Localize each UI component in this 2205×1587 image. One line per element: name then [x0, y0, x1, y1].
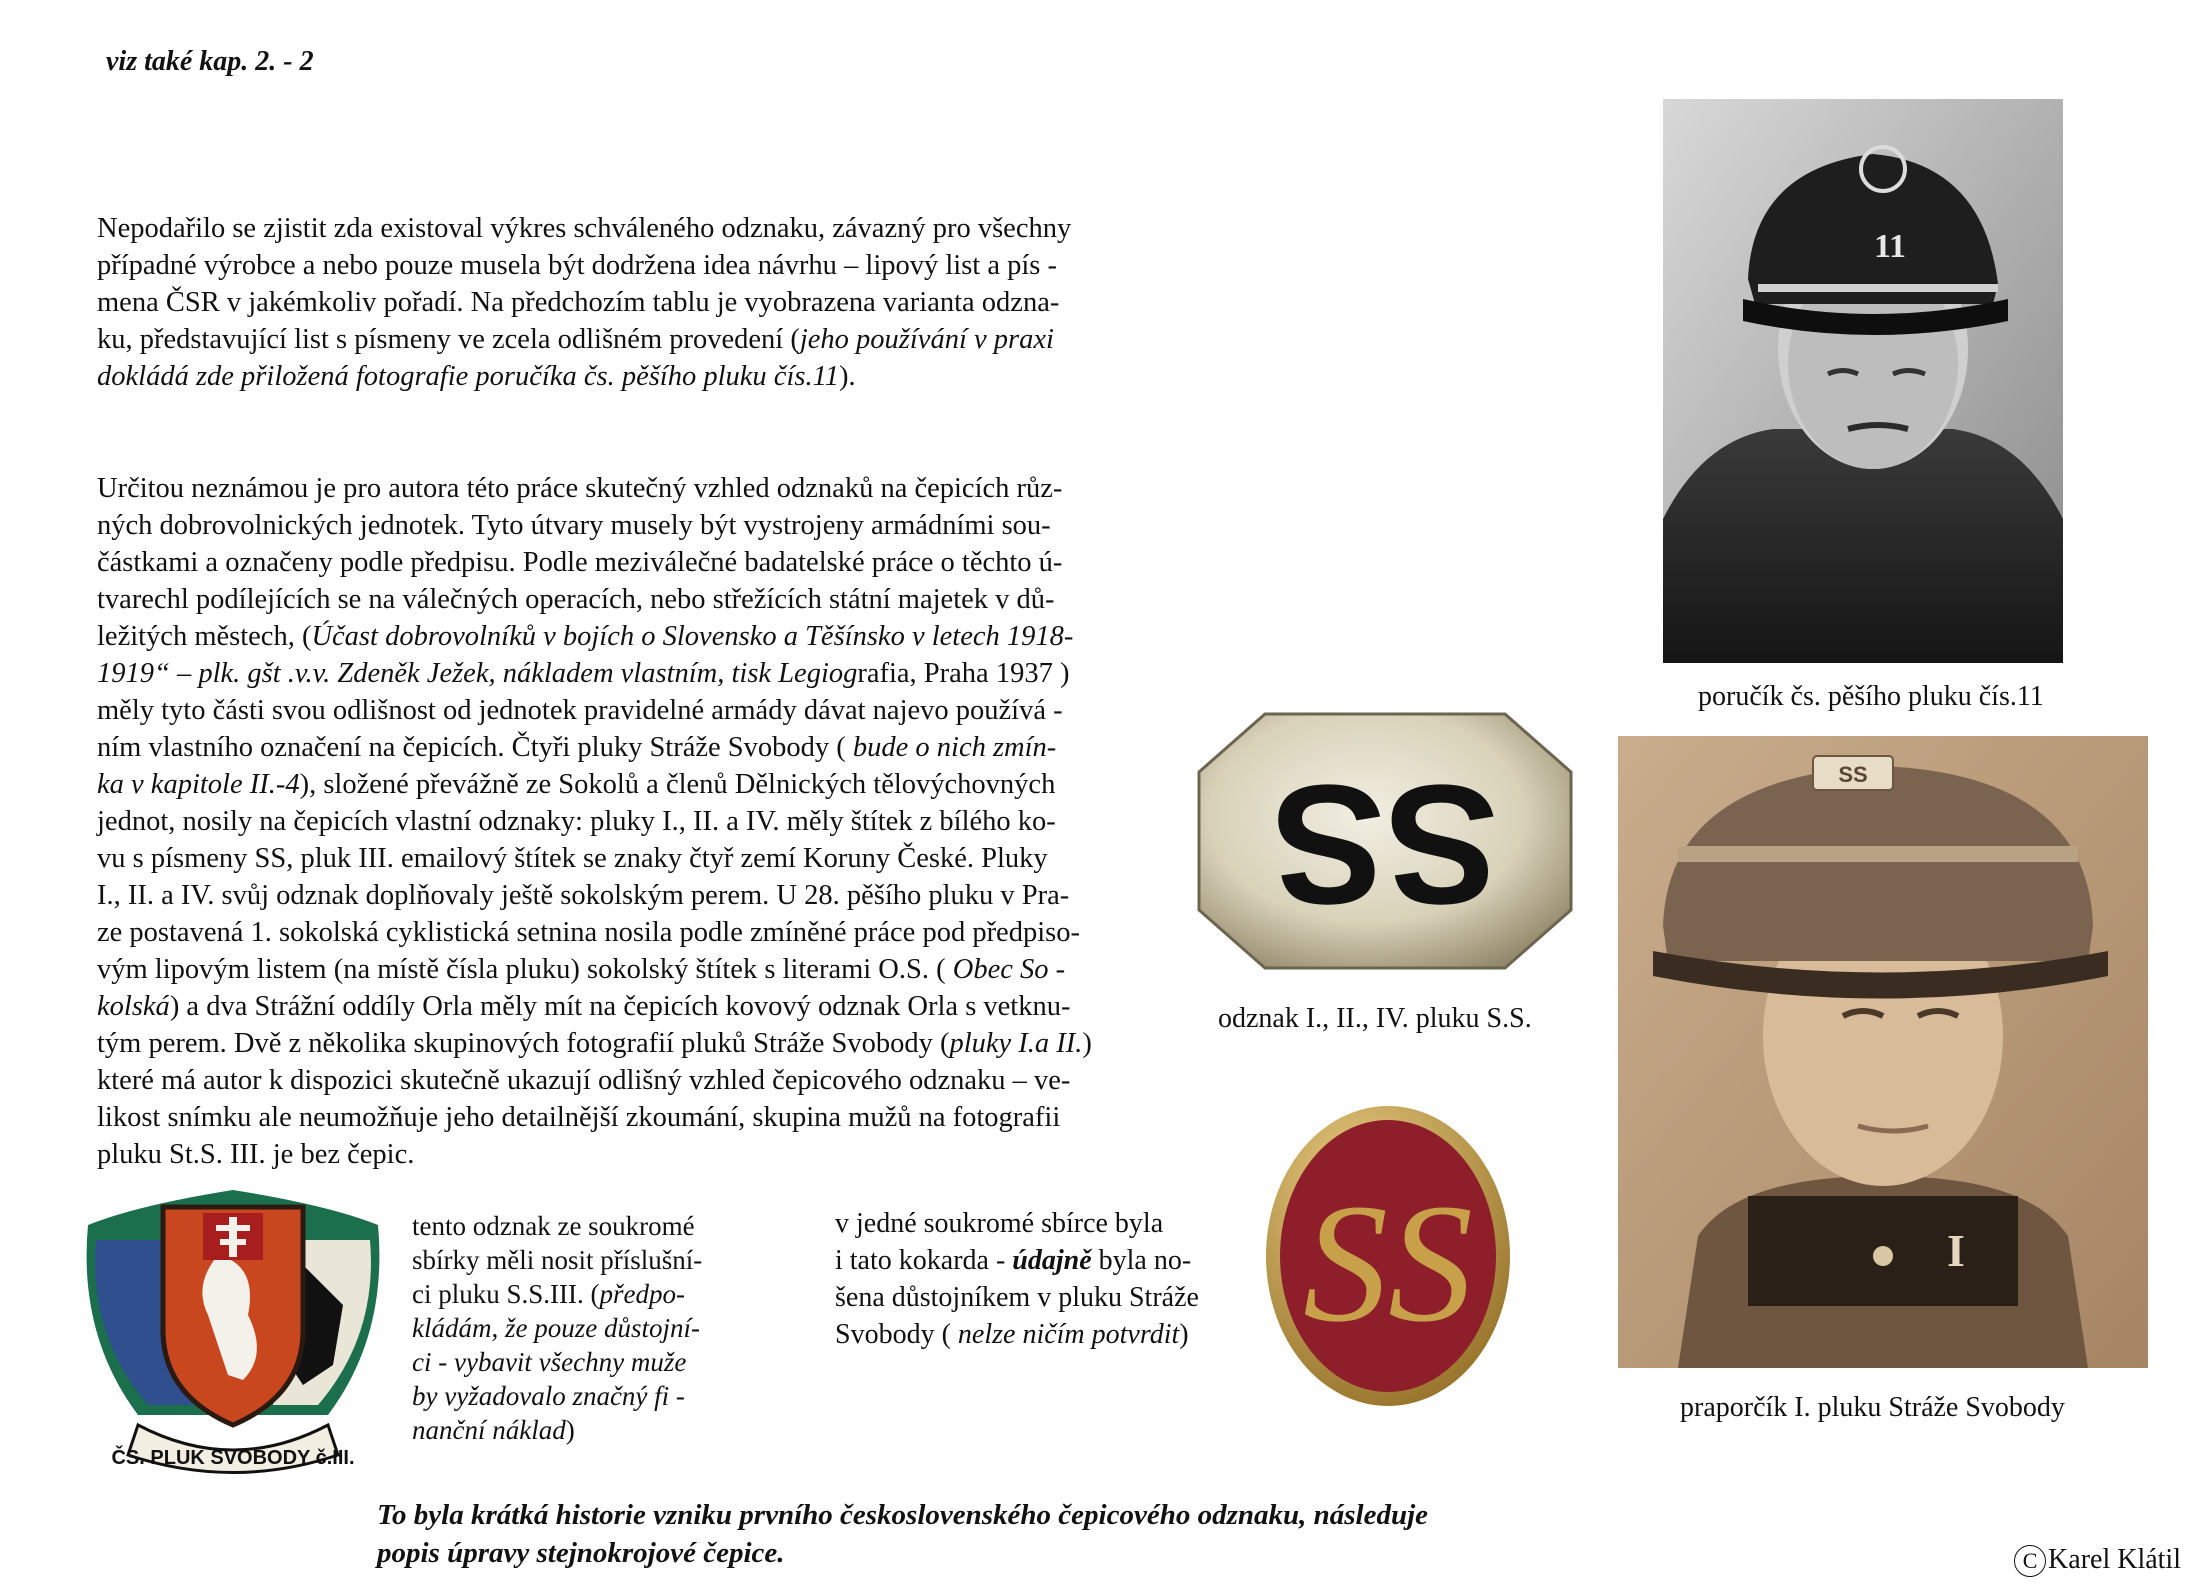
paragraph-line: tvarechl podílejících se na válečných operacích, nebo střežících státní majetek v dů- — [97, 584, 1055, 615]
text-run: ) — [1082, 1028, 1092, 1059]
text-run: i tato kokarda - — [835, 1245, 1013, 1276]
copyright-icon: C — [2014, 1545, 2046, 1577]
lieutenant-photo-drawing — [1663, 99, 2063, 663]
italic-run: dokládá zde přiložená fotografie poručíka čs. pěšího pluku čís.11 — [97, 361, 839, 392]
italic-run: jeho používání v praxi — [799, 324, 1054, 355]
shield-badge-drawing — [68, 1185, 398, 1477]
note-line — [412, 1413, 702, 1447]
paragraph-line: mena ČSR v jakémkoliv pořadí. Na předchozím tablu je vyobrazena varianta odzna- — [97, 287, 1060, 318]
italic-run: bude o nich zmín- — [852, 732, 1057, 763]
text-run: Svobody ( — [835, 1319, 958, 1350]
italic-run: pluky I.a II. — [949, 1028, 1083, 1059]
paragraph-line: pluku St.S. III. je bez čepic. — [97, 1139, 415, 1170]
paragraph-line — [97, 618, 1172, 655]
caption-lieutenant: poručík čs. pěšího pluku čís.11 — [1698, 681, 2044, 712]
cockade-note — [835, 1205, 1199, 1353]
shield-badge-image — [68, 1185, 398, 1477]
main-paragraph — [97, 470, 1172, 1173]
paragraph-line: ných dobrovolnických jednotek. Tyto útvary musely být vystrojeny armádními sou- — [97, 510, 1051, 541]
italic-run: předpo- — [599, 1279, 685, 1309]
closing-line: popis úpravy stejnokrojové čepice. — [377, 1537, 785, 1569]
text-run: rafia, Praha 1937 ) — [857, 658, 1070, 689]
paragraph-line — [97, 729, 1172, 766]
italic-run: kolská — [97, 991, 170, 1022]
text-run: ) — [1179, 1319, 1189, 1350]
paragraph-line: likost snímku ale neumožňuje jeho detailnější zkoumání, skupina mužů na fotografii — [97, 1102, 1061, 1133]
author-name: Karel Klátil — [2048, 1544, 2181, 1575]
paragraph-line: měly tyto části svou odlišnost od jednotek pravidelné armády dávat najevo používá - — [97, 695, 1063, 726]
italic-run: Účast dobrovolníků v bojích o Slovensko a Těšínsko v letech 1918- — [311, 621, 1074, 652]
paragraph-line: případné výrobce a nebo pouze musela být dodržena idea návrhu – lipový list a pís - — [97, 250, 1057, 281]
paragraph-line: vu s písmeny SS, pluk III. emailový štítek se znaky čtyř zemí Koruny České. Pluky — [97, 843, 1048, 874]
text-run: tým perem. Dvě z několika skupinových fotografií pluků Stráže Svobody ( — [97, 1028, 950, 1059]
ss-letters: SS — [1271, 749, 1499, 939]
paragraph-line: Určitou neznámou je pro autora této práce skutečný vzhled odznaků na čepicích růz- — [97, 473, 1063, 504]
note-line: sbírky měli nosit příslušní- — [412, 1245, 703, 1275]
note-line: tento odznak ze soukromé — [412, 1211, 695, 1241]
note-line: kládám, že pouze důstojní- — [412, 1313, 700, 1343]
ensign-photo — [1618, 736, 2148, 1368]
paragraph-line — [97, 951, 1172, 988]
ensign-photo-drawing — [1618, 736, 2148, 1368]
paragraph-line: které má autor k dispozici skutečně ukazují odlišný vzhled čepicového odznaku – ve- — [97, 1065, 1071, 1096]
note-line — [835, 1316, 1199, 1353]
paragraph-line: částkami a označeny podle předpisu. Podle meziválečné badatelské práce o těchto ú- — [97, 547, 1063, 578]
closing-statement — [377, 1496, 1428, 1572]
bold-italic-run: údajně — [1012, 1245, 1092, 1276]
text-run: ležitých městech, ( — [97, 621, 312, 652]
italic-run: Obec So - — [952, 954, 1066, 985]
text-run: ) — [565, 1415, 575, 1445]
cockade-image — [1262, 1100, 1514, 1412]
note-line: ci - vybavit všechny muže — [412, 1347, 687, 1377]
ss-badge-image — [1195, 710, 1575, 972]
lieutenant-photo — [1663, 99, 2063, 663]
paragraph-line: jednot, nosily na čepicích vlastní odznaky: pluky I., II. a IV. měly štítek z bílého ko- — [97, 806, 1056, 837]
intro-paragraph — [97, 210, 1172, 395]
text-run: ). — [838, 361, 856, 392]
shield-banner-text: ČS. PLUK SVOBODY č.III. — [111, 1447, 355, 1469]
closing-line: To byla krátká historie vzniku prvního československého čepicového odznaku, následuje — [377, 1499, 1429, 1531]
note-line — [412, 1277, 702, 1311]
paragraph-line: I., II. a IV. svůj odznak doplňovaly ještě sokolským perem. U 28. pěšího pluku v Pra- — [97, 880, 1070, 911]
cap-badge-letters: SS — [1838, 762, 1868, 787]
note-line — [835, 1242, 1199, 1279]
paragraph-line: ze postavená 1. sokolská cyklistická setnina nosila podle zmíněné práce pod předpiso- — [97, 917, 1080, 948]
paragraph-line — [97, 321, 1172, 358]
italic-run: nelze ničím potvrdit — [957, 1319, 1180, 1350]
note-line: by vyžadovalo značný fi - — [412, 1381, 685, 1411]
text-run: ), složené převážně ze Sokolů a členů Dělnických tělovýchovných — [299, 769, 1056, 800]
paragraph-line: Nepodařilo se zjistit zda existoval výkres schváleného odznaku, závazný pro všechny — [97, 213, 1072, 244]
chapter-reference: viz také kap. 2. - 2 — [106, 46, 314, 77]
italic-run: nanční náklad — [412, 1415, 566, 1445]
ss-badge-drawing — [1195, 710, 1575, 972]
text-run: ním vlastního označení na čepicích. Čtyři pluky Stráže Svobody ( — [97, 732, 853, 763]
text-run: ku, představující list s písmeny ve zcela odlišném provedení ( — [97, 324, 800, 355]
caption-ss-badge: odznak I., II., IV. pluku S.S. — [1218, 1003, 1532, 1034]
text-run: vým lipovým listem (na místě čísla pluku) sokolský štítek s literami O.S. ( — [97, 954, 953, 985]
copyright-footer — [2014, 1544, 2181, 1577]
caption-ensign: praporčík I. pluku Stráže Svobody — [1680, 1392, 2065, 1423]
paragraph-line — [97, 1025, 1172, 1062]
paragraph-line — [97, 358, 1172, 395]
cockade-drawing — [1262, 1100, 1514, 1412]
paragraph-line — [97, 655, 1172, 692]
text-run: ) a dva Strážní oddíly Orla měly mít na čepicích kovový odznak Orla s vetknu- — [169, 991, 1071, 1022]
italic-run: 1919“ – plk. gšt .v.v. Zdeněk Ježek, nákladem vlastním, tisk Legiog — [97, 658, 858, 689]
collar-mark: I — [1947, 1225, 1965, 1276]
note-line: šena důstojníkem v pluku Stráže — [835, 1282, 1199, 1313]
note-line: v jedné soukromé sbírce byla — [835, 1208, 1164, 1239]
paragraph-line — [97, 766, 1172, 803]
cap-number: 11 — [1873, 228, 1907, 265]
paragraph-line — [97, 988, 1172, 1025]
shield-badge-note — [412, 1209, 702, 1447]
cockade-letters: SS — [1303, 1169, 1473, 1357]
italic-run: ka v kapitole II.-4 — [97, 769, 300, 800]
text-run: ci pluku S.S.III. ( — [412, 1279, 600, 1309]
text-run: byla no- — [1091, 1245, 1192, 1276]
